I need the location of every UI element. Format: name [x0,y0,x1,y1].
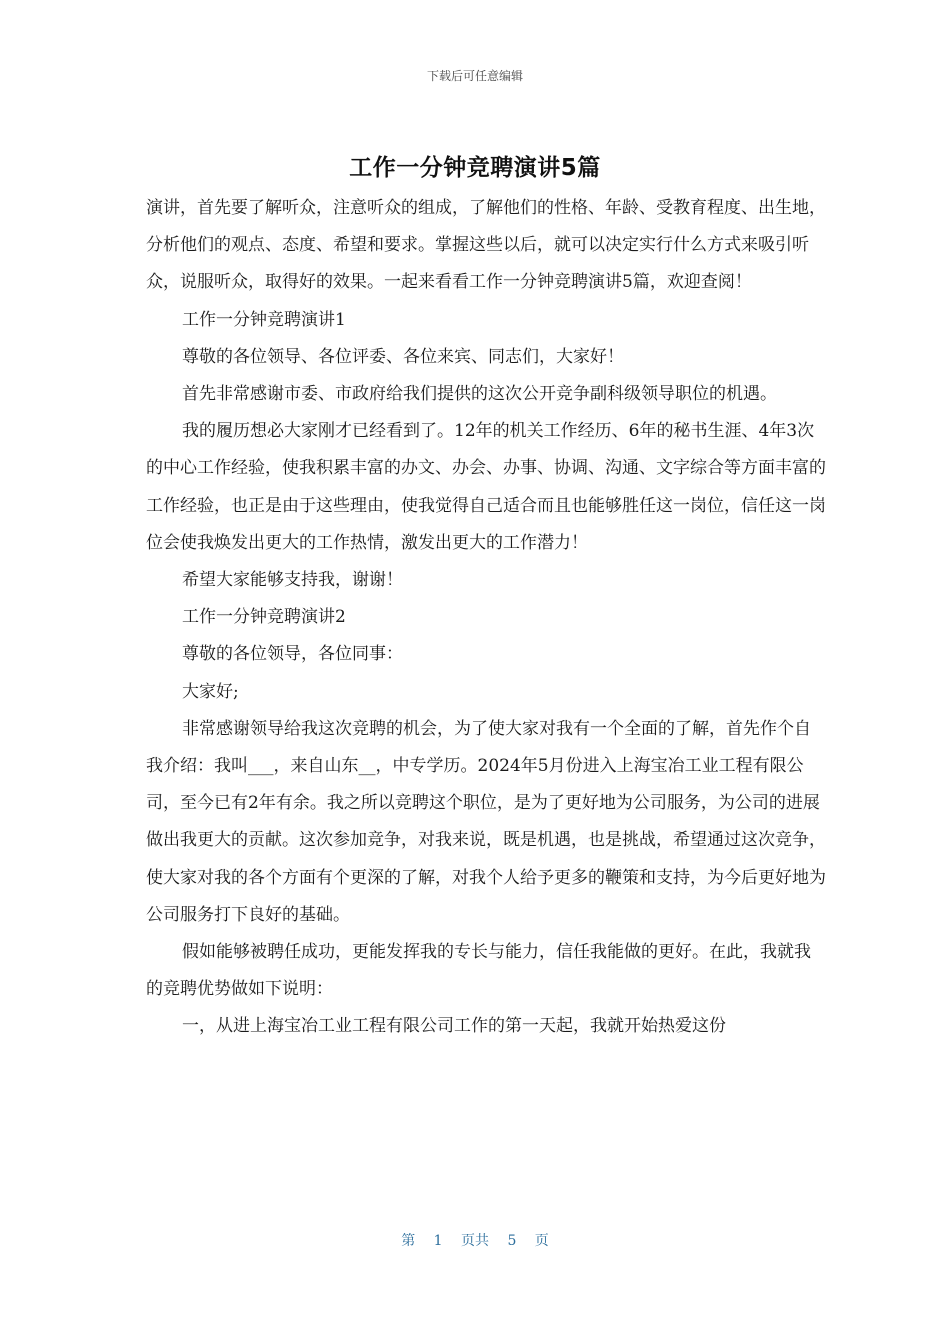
page-footer: 第 1 页共 5 页 [401,1233,549,1249]
paragraph: 演讲，首先要了解听众，注意听众的组成，了解他们的性格、年龄、受教育程度、出生地，分析他们的观点、态度、希望和要求。掌握这些以后，就可以决定实行什么方式来吸引听众，说服听众，取得好的效果。一起来看看工作一分钟竞聘演讲5篇，欢迎查阅！ [146,198,826,293]
paragraph: 首先非常感谢市委、市政府给我们提供的这次公开竞争副科级领导职位的机遇。 [182,384,777,405]
paragraph: 工作一分钟竞聘演讲2 [182,607,346,628]
paragraph: 尊敬的各位领导、各位评委、各位来宾、同志们，大家好！ [182,346,624,367]
paragraph: 尊敬的各位领导，各位同事： [182,644,403,665]
paragraph: 假如能够被聘任成功，更能发挥我的专长与能力，信任我能做的更好。在此，我就我的竞聘优势做如下说明： [146,942,811,1000]
document-body [146,190,826,1046]
header-note: 下载后可任意编辑 [426,69,523,83]
document-title: 工作一分钟竞聘演讲5篇 [349,155,601,181]
paragraph: 工作一分钟竞聘演讲1 [182,309,346,330]
paragraph: 我的履历想必大家刚才已经看到了。12年的机关工作经历、6年的秘书生涯、4年3次的中心工作经验，使我积累丰富的办文、办会、办事、协调、沟通、文字综合等方面丰富的工作经验，也正是由于这些理由，使我觉得自己适合而且也能够胜任这一岗位，信任这一岗位会使我焕发出更大的工作热情，激发出更大的工作潜力！ [146,421,826,553]
paragraph: 希望大家能够支持我，谢谢！ [182,570,403,591]
paragraph: 非常感谢领导给我这次竞聘的机会，为了使大家对我有一个全面的了解，首先作个自我介绍：我叫___，来自山东__，中专学历。2024年5月份进入上海宝冶工业工程有限公司，至今已有2年有余。我之所以竞聘这个职位，是为了更好地为公司服务，为公司的进展做出我更大的贡献。这次参加竞争，对我来说，既是机遇，也是挑战，希望通过这次竞争，使大家对我的各个方面有个更深的了解，对我个人给予更多的鞭策和支持，为今后更好地为公司服务打下良好的基础。 [146,718,826,925]
paragraph: 一，从进上海宝冶工业工程有限公司工作的第一天起，我就开始热爱这份 [182,1016,726,1037]
paragraph: 大家好; [182,681,239,702]
